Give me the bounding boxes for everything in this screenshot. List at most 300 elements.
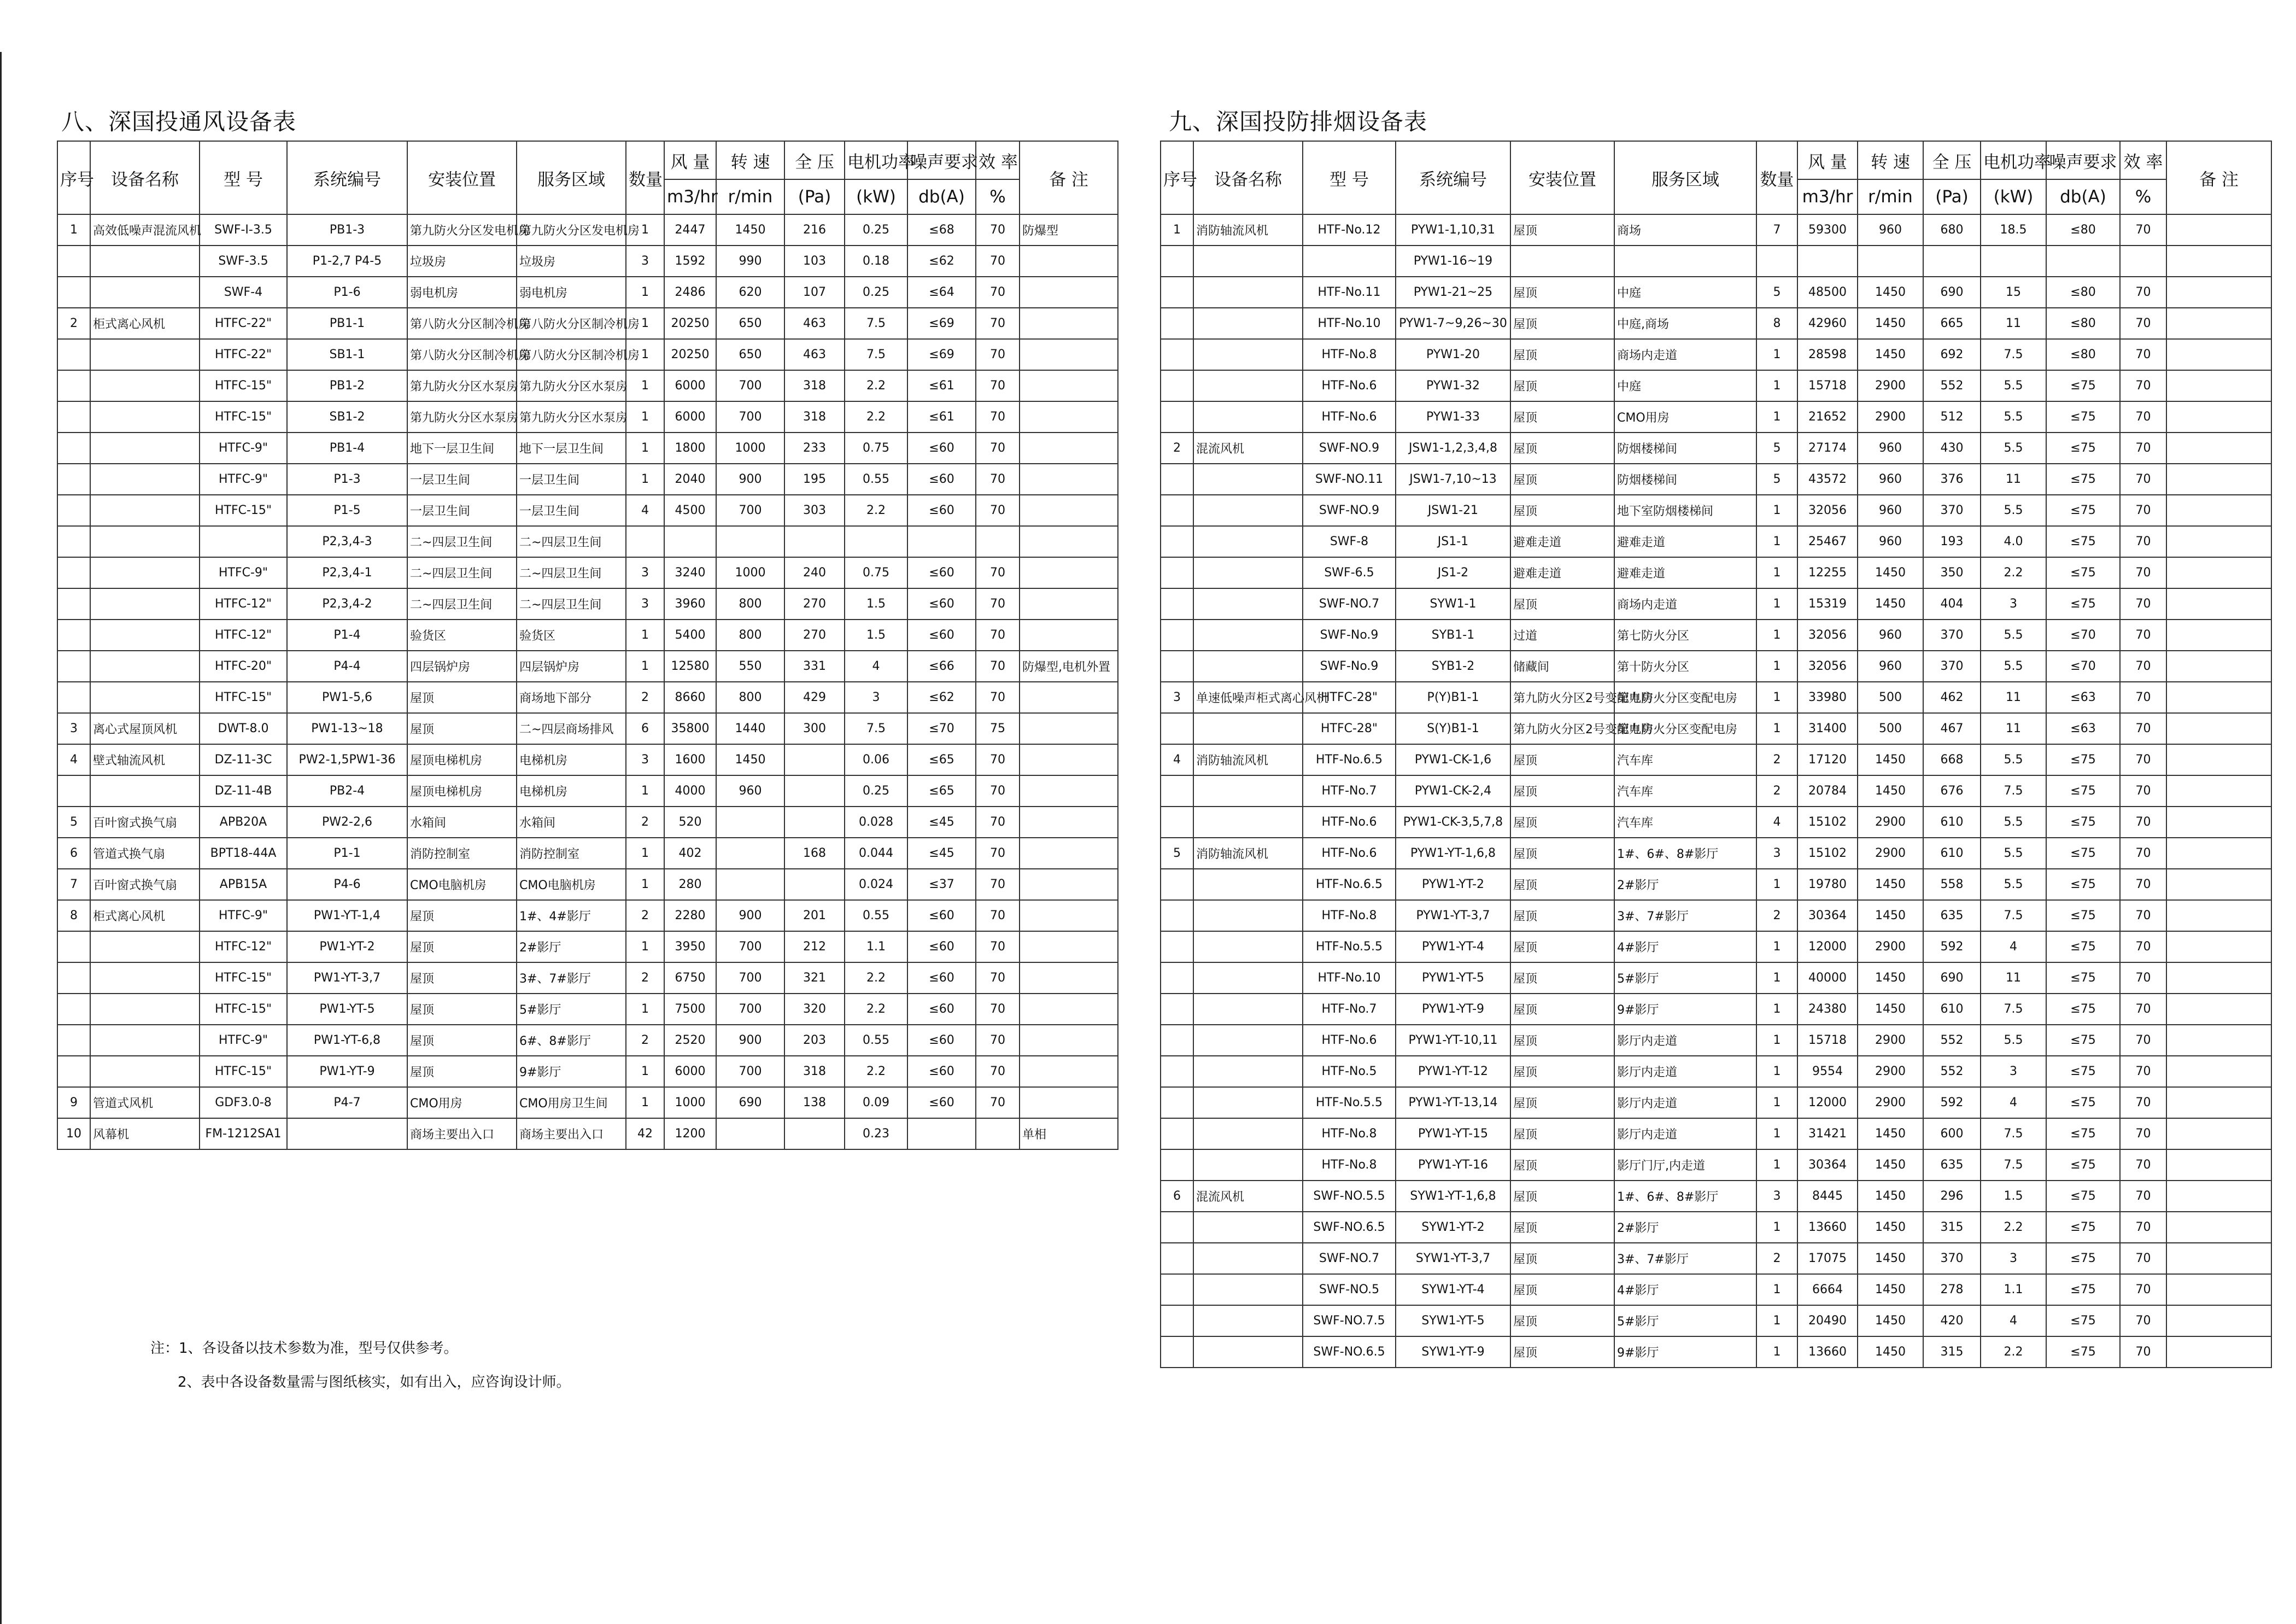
cell-service: 商场内走道 xyxy=(1614,339,1756,370)
cell-power: 2.2 xyxy=(1981,557,2046,588)
cell-service: 2#影厅 xyxy=(517,931,626,962)
cell-power: 7.5 xyxy=(845,713,907,744)
cell-no xyxy=(1161,526,1193,557)
cell-noise: ≤60 xyxy=(907,962,976,994)
cell-model: HTF-No.6 xyxy=(1303,838,1396,869)
cell-model: SWF-NO.6.5 xyxy=(1303,1336,1396,1368)
cell-speed: 800 xyxy=(716,682,784,713)
cell-qty: 1 xyxy=(1756,651,1797,682)
cell-airflow: 1200 xyxy=(664,1118,716,1149)
cell-service: 第十防火分区 xyxy=(1614,651,1756,682)
cell-speed: 1450 xyxy=(1858,1305,1923,1336)
cell-noise: ≤75 xyxy=(2046,1118,2120,1149)
cell-no xyxy=(57,370,90,401)
cell-eff: 70 xyxy=(2120,1087,2166,1118)
cell-name: 离心式屋顶风机 xyxy=(90,713,200,744)
cell-location: 二~四层卫生间 xyxy=(407,557,517,588)
cell-model: APB20A xyxy=(200,807,287,838)
cell-noise: ≤75 xyxy=(2046,370,2120,401)
cell-no xyxy=(1161,1305,1193,1336)
cell-model: SWF-NO.11 xyxy=(1303,464,1396,495)
table-row xyxy=(1161,900,2271,931)
cell-system: PYW1-32 xyxy=(1396,370,1510,401)
cell-airflow: 35800 xyxy=(664,713,716,744)
cell-location: 屋顶 xyxy=(1510,433,1614,464)
cell-model: SWF-NO.7 xyxy=(1303,1243,1396,1274)
table-row xyxy=(57,370,1118,401)
cell-qty: 1 xyxy=(1756,588,1797,620)
cell-noise: ≤75 xyxy=(2046,994,2120,1025)
cell-name xyxy=(1193,900,1303,931)
table-row xyxy=(57,651,1118,682)
cell-airflow: 31421 xyxy=(1797,1118,1858,1149)
cell-model: HTF-No.6 xyxy=(1303,401,1396,433)
cell-service: 9#影厅 xyxy=(1614,994,1756,1025)
cell-system: PW1-13~18 xyxy=(287,713,407,744)
cell-model: HTF-No.12 xyxy=(1303,214,1396,246)
cell-qty: 2 xyxy=(626,682,664,713)
cell-qty: 2 xyxy=(626,900,664,931)
cell-system: SYB1-1 xyxy=(1396,620,1510,651)
cell-no xyxy=(1161,464,1193,495)
cell-qty: 1 xyxy=(1756,1305,1797,1336)
cell-no xyxy=(1161,339,1193,370)
cell-eff: 70 xyxy=(2120,1181,2166,1212)
cell-pressure: 552 xyxy=(1923,1025,1981,1056)
cell-speed: 960 xyxy=(1858,620,1923,651)
cell-speed: 2900 xyxy=(1858,807,1923,838)
cell-remark xyxy=(1020,807,1118,838)
cell-location: 屋顶 xyxy=(1510,869,1614,900)
cell-speed: 700 xyxy=(716,370,784,401)
cell-noise: ≤75 xyxy=(2046,1025,2120,1056)
cell-speed: 620 xyxy=(716,277,784,308)
cell-location: 第八防火分区制冷机房 xyxy=(407,308,517,339)
cell-model: HTFC-12" xyxy=(200,931,287,962)
cell-power: 0.25 xyxy=(845,277,907,308)
cell-noise: ≤60 xyxy=(907,620,976,651)
cell-system: PB1-3 xyxy=(287,214,407,246)
cell-noise: ≤75 xyxy=(2046,1149,2120,1181)
cell-service: 电梯机房 xyxy=(517,744,626,775)
cell-eff: 70 xyxy=(976,401,1020,433)
cell-power: 7.5 xyxy=(1981,900,2046,931)
cell-name: 管道式风机 xyxy=(90,1087,200,1118)
cell-speed: 2900 xyxy=(1858,1056,1923,1087)
cell-qty: 1 xyxy=(1756,401,1797,433)
cell-no xyxy=(1161,931,1193,962)
cell-name xyxy=(1193,1305,1303,1336)
cell-eff: 70 xyxy=(2120,464,2166,495)
cell-service: 第九防火分区变配电房 xyxy=(1614,682,1756,713)
cell-no xyxy=(1161,308,1193,339)
cell-no xyxy=(1161,1212,1193,1243)
cell-name xyxy=(1193,1087,1303,1118)
cell-pressure: 665 xyxy=(1923,308,1981,339)
cell-power: 2.2 xyxy=(845,962,907,994)
cell-power: 4 xyxy=(845,651,907,682)
cell-no: 3 xyxy=(57,713,90,744)
cell-qty: 1 xyxy=(1756,1274,1797,1305)
col-airflow: 风 量 xyxy=(664,141,716,179)
cell-system: SYW1-YT-2 xyxy=(1396,1212,1510,1243)
cell-system: PYW1-YT-3,7 xyxy=(1396,900,1510,931)
cell-name xyxy=(1193,339,1303,370)
cell-airflow: 32056 xyxy=(1797,495,1858,526)
cell-name xyxy=(1193,308,1303,339)
cell-system: PYW1-YT-16 xyxy=(1396,1149,1510,1181)
cell-location: 屋顶 xyxy=(1510,1181,1614,1212)
col-qty: 数量 xyxy=(626,141,664,214)
cell-service: 影厅内走道 xyxy=(1614,1025,1756,1056)
cell-speed: 1450 xyxy=(716,744,784,775)
cell-system: P4-4 xyxy=(287,651,407,682)
cell-model: HTFC-12" xyxy=(200,588,287,620)
cell-location: 屋顶 xyxy=(1510,214,1614,246)
cell-eff: 70 xyxy=(2120,1305,2166,1336)
cell-noise: ≤75 xyxy=(2046,588,2120,620)
cell-pressure xyxy=(784,807,845,838)
cell-name xyxy=(1193,370,1303,401)
cell-no xyxy=(1161,651,1193,682)
cell-model: SWF-NO.7.5 xyxy=(1303,1305,1396,1336)
col-model: 型 号 xyxy=(1303,141,1396,214)
cell-airflow: 3240 xyxy=(664,557,716,588)
cell-remark xyxy=(1020,713,1118,744)
table-row xyxy=(57,339,1118,370)
cell-system: JSW1-7,10~13 xyxy=(1396,464,1510,495)
unit-eff: % xyxy=(2120,179,2166,214)
cell-noise: ≤63 xyxy=(2046,713,2120,744)
cell-service: 一层卫生间 xyxy=(517,495,626,526)
cell-pressure: 233 xyxy=(784,433,845,464)
cell-service: 9#影厅 xyxy=(1614,1336,1756,1368)
cell-power: 11 xyxy=(1981,308,2046,339)
cell-speed: 800 xyxy=(716,620,784,651)
cell-qty: 1 xyxy=(626,869,664,900)
cell-qty: 1 xyxy=(626,214,664,246)
cell-system: JSW1-1,2,3,4,8 xyxy=(1396,433,1510,464)
table-row xyxy=(57,433,1118,464)
cell-power: 7.5 xyxy=(845,339,907,370)
cell-power: 2.2 xyxy=(1981,1336,2046,1368)
cell-qty: 1 xyxy=(1756,495,1797,526)
cell-name xyxy=(1193,1025,1303,1056)
cell-speed: 1000 xyxy=(716,557,784,588)
cell-location: 屋顶 xyxy=(407,994,517,1025)
cell-no xyxy=(1161,962,1193,994)
cell-qty: 1 xyxy=(626,433,664,464)
cell-airflow: 30364 xyxy=(1797,900,1858,931)
cell-location: 屋顶 xyxy=(1510,962,1614,994)
cell-speed: 960 xyxy=(1858,526,1923,557)
cell-power: 5.5 xyxy=(1981,1025,2046,1056)
table-row xyxy=(1161,744,2271,775)
cell-service: 二~四层商场排风 xyxy=(517,713,626,744)
table-row xyxy=(1161,277,2271,308)
table-row xyxy=(1161,1087,2271,1118)
cell-eff: 70 xyxy=(976,620,1020,651)
unit-airflow: m3/hr xyxy=(664,179,716,214)
notes xyxy=(150,1331,571,1399)
note-line: 2、表中各设备数量需与图纸核实，如有出入，应咨询设计师。 xyxy=(178,1374,571,1391)
cell-airflow: 2520 xyxy=(664,1025,716,1056)
unit-pressure: (Pa) xyxy=(1923,179,1981,214)
cell-speed: 700 xyxy=(716,962,784,994)
cell-service: 汽车库 xyxy=(1614,807,1756,838)
cell-qty: 1 xyxy=(1756,869,1797,900)
cell-location: 地下一层卫生间 xyxy=(407,433,517,464)
cell-remark xyxy=(2166,620,2271,651)
cell-qty: 1 xyxy=(626,401,664,433)
cell-airflow: 13660 xyxy=(1797,1336,1858,1368)
table-row xyxy=(57,1056,1118,1087)
cell-speed: 1450 xyxy=(1858,1149,1923,1181)
cell-pressure: 318 xyxy=(784,1056,845,1087)
cell-model: BPT18-44A xyxy=(200,838,287,869)
cell-pressure: 315 xyxy=(1923,1336,1981,1368)
cell-power: 15 xyxy=(1981,277,2046,308)
cell-name xyxy=(90,962,200,994)
cell-location: 屋顶 xyxy=(1510,838,1614,869)
cell-location: 二~四层卫生间 xyxy=(407,526,517,557)
cell-system: PYW1-YT-4 xyxy=(1396,931,1510,962)
cell-power: 3 xyxy=(845,682,907,713)
table-row xyxy=(1161,931,2271,962)
cell-model: HTF-No.10 xyxy=(1303,308,1396,339)
cell-no xyxy=(1161,370,1193,401)
cell-remark xyxy=(2166,1305,2271,1336)
cell-noise: ≤69 xyxy=(907,308,976,339)
cell-service: 四层锅炉房 xyxy=(517,651,626,682)
cell-eff: 70 xyxy=(2120,900,2166,931)
cell-speed: 500 xyxy=(1858,682,1923,713)
cell-eff: 70 xyxy=(2120,1149,2166,1181)
cell-qty: 1 xyxy=(1756,1025,1797,1056)
cell-model: HTF-No.7 xyxy=(1303,775,1396,807)
cell-name: 消防轴流风机 xyxy=(1193,214,1303,246)
cell-remark xyxy=(2166,1274,2271,1305)
cell-no xyxy=(57,588,90,620)
cell-location: 一层卫生间 xyxy=(407,464,517,495)
cell-remark xyxy=(1020,869,1118,900)
cell-no xyxy=(57,557,90,588)
cell-power: 0.028 xyxy=(845,807,907,838)
cell-speed: 2900 xyxy=(1858,838,1923,869)
cell-service: 影厅门厅,内走道 xyxy=(1614,1149,1756,1181)
cell-service: 1#、4#影厅 xyxy=(517,900,626,931)
cell-noise: ≤80 xyxy=(2046,308,2120,339)
table-row xyxy=(57,277,1118,308)
cell-system: PYW1-20 xyxy=(1396,339,1510,370)
cell-no xyxy=(57,339,90,370)
unit-power: (kW) xyxy=(845,179,907,214)
cell-no: 6 xyxy=(57,838,90,869)
cell-remark xyxy=(1020,370,1118,401)
cell-name xyxy=(1193,495,1303,526)
cell-remark xyxy=(1020,682,1118,713)
cell-remark xyxy=(2166,713,2271,744)
cell-airflow: 4500 xyxy=(664,495,716,526)
cell-remark xyxy=(2166,1181,2271,1212)
cell-system: P1-4 xyxy=(287,620,407,651)
cell-noise: ≤75 xyxy=(2046,962,2120,994)
cell-power: 2.2 xyxy=(845,401,907,433)
cell-system: PYW1-YT-2 xyxy=(1396,869,1510,900)
cell-noise: ≤62 xyxy=(907,682,976,713)
cell-airflow: 32056 xyxy=(1797,651,1858,682)
cell-speed: 1450 xyxy=(1858,339,1923,370)
cell-noise: ≤75 xyxy=(2046,1305,2120,1336)
cell-no: 4 xyxy=(57,744,90,775)
cell-noise: ≤75 xyxy=(2046,931,2120,962)
cell-service xyxy=(1614,246,1756,277)
cell-model: SWF-No.9 xyxy=(1303,620,1396,651)
cell-remark xyxy=(1020,1056,1118,1087)
cell-service: 2#影厅 xyxy=(1614,1212,1756,1243)
cell-service: 4#影厅 xyxy=(1614,931,1756,962)
cell-noise: ≤75 xyxy=(2046,869,2120,900)
cell-power: 5.5 xyxy=(1981,869,2046,900)
cell-location: 屋顶电梯机房 xyxy=(407,744,517,775)
cell-noise: ≤70 xyxy=(2046,651,2120,682)
cell-model: SWF-NO.9 xyxy=(1303,495,1396,526)
col-airflow: 风 量 xyxy=(1797,141,1858,179)
cell-speed: 960 xyxy=(1858,433,1923,464)
cell-qty: 1 xyxy=(1756,370,1797,401)
cell-qty xyxy=(626,526,664,557)
cell-power: 2.2 xyxy=(845,495,907,526)
cell-remark xyxy=(1020,339,1118,370)
cell-airflow: 12000 xyxy=(1797,931,1858,962)
cell-noise: ≤75 xyxy=(2046,495,2120,526)
col-remark: 备 注 xyxy=(1020,141,1118,214)
cell-system: PB1-4 xyxy=(287,433,407,464)
cell-service: 二~四层卫生间 xyxy=(517,557,626,588)
cell-pressure: 318 xyxy=(784,401,845,433)
cell-power xyxy=(1981,246,2046,277)
cell-qty: 2 xyxy=(626,962,664,994)
cell-no xyxy=(57,433,90,464)
cell-model: SWF-4 xyxy=(200,277,287,308)
cell-model: SWF-Ⅰ-3.5 xyxy=(200,214,287,246)
cell-no: 5 xyxy=(1161,838,1193,869)
cell-remark xyxy=(1020,900,1118,931)
cell-qty: 3 xyxy=(626,557,664,588)
cell-no xyxy=(1161,900,1193,931)
cell-no xyxy=(1161,1336,1193,1368)
cell-location: 一层卫生间 xyxy=(407,495,517,526)
cell-airflow: 8660 xyxy=(664,682,716,713)
cell-noise: ≤75 xyxy=(2046,1087,2120,1118)
cell-eff: 70 xyxy=(976,1056,1020,1087)
cell-no: 4 xyxy=(1161,744,1193,775)
cell-system: SYW1-YT-5 xyxy=(1396,1305,1510,1336)
table-row xyxy=(1161,807,2271,838)
cell-power: 0.25 xyxy=(845,214,907,246)
cell-qty: 1 xyxy=(1756,339,1797,370)
cell-service: 第七防火分区 xyxy=(1614,620,1756,651)
cell-system: PW1-YT-9 xyxy=(287,1056,407,1087)
cell-airflow xyxy=(664,526,716,557)
cell-service: CMO电脑机房 xyxy=(517,869,626,900)
cell-location: 垃圾房 xyxy=(407,246,517,277)
cell-name xyxy=(1193,713,1303,744)
cell-eff: 70 xyxy=(2120,339,2166,370)
cell-noise: ≤75 xyxy=(2046,1056,2120,1087)
cell-pressure: 512 xyxy=(1923,401,1981,433)
cell-location: 商场主要出入口 xyxy=(407,1118,517,1149)
cell-no xyxy=(1161,588,1193,620)
cell-service: 中庭 xyxy=(1614,277,1756,308)
cell-name xyxy=(90,775,200,807)
cell-no xyxy=(1161,1025,1193,1056)
cell-eff: 70 xyxy=(2120,620,2166,651)
cell-remark xyxy=(2166,1149,2271,1181)
col-pressure: 全 压 xyxy=(784,141,845,179)
cell-system: P2,3,4-2 xyxy=(287,588,407,620)
cell-pressure: 462 xyxy=(1923,682,1981,713)
cell-pressure: 610 xyxy=(1923,838,1981,869)
cell-remark xyxy=(1020,1025,1118,1056)
col-system: 系统编号 xyxy=(287,141,407,214)
table-row xyxy=(1161,401,2271,433)
cell-noise: ≤45 xyxy=(907,838,976,869)
cell-speed: 960 xyxy=(1858,651,1923,682)
cell-system: PW2-1,5PW1-36 xyxy=(287,744,407,775)
cell-speed: 2900 xyxy=(1858,401,1923,433)
cell-airflow: 27174 xyxy=(1797,433,1858,464)
cell-eff: 70 xyxy=(976,495,1020,526)
cell-airflow: 15718 xyxy=(1797,370,1858,401)
cell-pressure: 320 xyxy=(784,994,845,1025)
cell-pressure: 331 xyxy=(784,651,845,682)
cell-model: HTFC-15" xyxy=(200,495,287,526)
smoke-exhaust-table-title: 九、深国投防排烟设备表 xyxy=(1169,108,1428,135)
cell-noise: ≤61 xyxy=(907,370,976,401)
cell-location: 屋顶 xyxy=(1510,495,1614,526)
cell-name xyxy=(90,246,200,277)
cell-eff: 70 xyxy=(2120,308,2166,339)
cell-name xyxy=(90,526,200,557)
cell-model: HTFC-15" xyxy=(200,401,287,433)
cell-speed: 1450 xyxy=(1858,308,1923,339)
cell-airflow: 5400 xyxy=(664,620,716,651)
table-row xyxy=(1161,775,2271,807)
cell-model: HTFC-22" xyxy=(200,308,287,339)
col-noise: 噪声要求 xyxy=(2046,141,2120,179)
cell-pressure: 240 xyxy=(784,557,845,588)
cell-eff: 70 xyxy=(976,370,1020,401)
cell-name xyxy=(1193,401,1303,433)
cell-remark xyxy=(2166,308,2271,339)
cell-location: 屋顶 xyxy=(1510,1243,1614,1274)
cell-system: P1-2,7 P4-5 xyxy=(287,246,407,277)
cell-service: 中庭,商场 xyxy=(1614,308,1756,339)
cell-location: CMO电脑机房 xyxy=(407,869,517,900)
cell-no xyxy=(1161,994,1193,1025)
cell-power: 1.5 xyxy=(845,620,907,651)
cell-remark xyxy=(2166,1056,2271,1087)
cell-name: 消防轴流风机 xyxy=(1193,838,1303,869)
cell-airflow: 280 xyxy=(664,869,716,900)
cell-service: 地下室防烟楼梯间 xyxy=(1614,495,1756,526)
cell-eff: 70 xyxy=(2120,713,2166,744)
table-row xyxy=(57,994,1118,1025)
cell-eff: 70 xyxy=(2120,651,2166,682)
cell-model: DZ-11-3C xyxy=(200,744,287,775)
cell-location: 屋顶 xyxy=(1510,1118,1614,1149)
